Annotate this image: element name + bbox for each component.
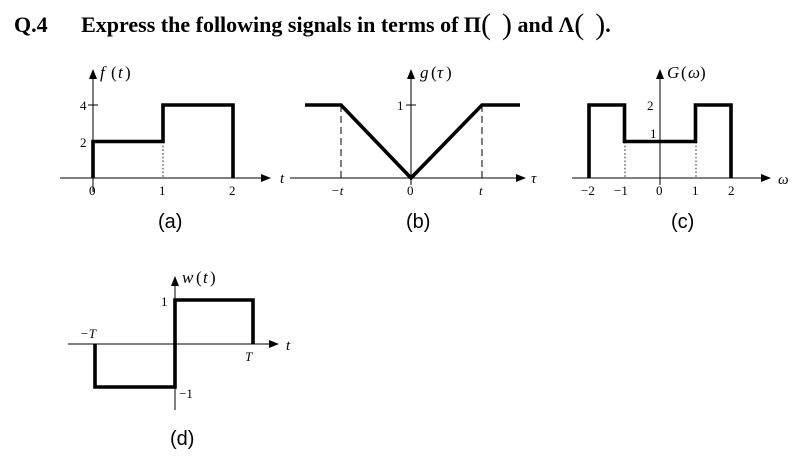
- plot-b-xtick-label-0: 0: [407, 183, 414, 198]
- plot-b-caption: (b): [406, 211, 431, 233]
- lambda-paren-open: (: [574, 8, 585, 41]
- plot-b-xlabel: τ: [531, 171, 537, 187]
- plot-a-xtick-label-1: 1: [159, 183, 166, 198]
- plot-b: [290, 63, 537, 233]
- plot-d-ylabel-close: ): [210, 268, 216, 287]
- plot-a-ytick-label-4: 4: [80, 98, 87, 113]
- conjunction: and: [517, 12, 554, 37]
- plot-c-ylabel-arg: ω: [688, 63, 701, 82]
- plot-a-ytick-label-2: 2: [80, 135, 87, 150]
- plot-c-xtick-label-neg1: −1: [614, 183, 628, 198]
- plot-d-ylabel-func: w: [182, 268, 194, 287]
- plot-d-ylabel-arg: t: [203, 268, 208, 287]
- plot-b-ylabel-open: (: [431, 63, 437, 82]
- plot-c-caption: (c): [671, 211, 695, 233]
- question-number: Q.4: [14, 12, 48, 37]
- pi-paren-open: (: [481, 8, 492, 41]
- plot-d-xtick-label-T: T: [245, 349, 253, 364]
- plot-c-ytick-label-2: 2: [647, 98, 654, 113]
- plot-a: [60, 63, 285, 233]
- plot-d-ylabel-open: (: [196, 268, 202, 287]
- plot-a-ylabel-close: ): [125, 63, 131, 82]
- lambda-symbol: Λ( ).: [558, 8, 611, 41]
- plot-c-ylabel-open: (: [681, 63, 687, 82]
- plot-d-xtick-label-neg-T: −T: [80, 326, 97, 341]
- lambda-paren-close: ): [595, 8, 606, 41]
- plot-b-signal: [305, 105, 520, 178]
- plot-a-xlabel: t: [280, 171, 285, 187]
- pi-letter: Π: [463, 12, 482, 37]
- plot-b-ylabel-func: g: [420, 63, 429, 82]
- plot-d-ytick-label-neg1: −1: [179, 386, 193, 401]
- plot-b-ylabel-arg: τ: [437, 63, 444, 82]
- lambda-letter: Λ: [558, 12, 575, 37]
- plot-c-xtick-label-2: 2: [728, 183, 735, 198]
- plot-d: [68, 268, 291, 450]
- plot-c-ytick-label-1: 1: [650, 126, 657, 141]
- plot-a-xtick-label-0: 0: [89, 183, 96, 198]
- plot-c-ylabel-close: ): [700, 63, 706, 82]
- plot-c-ylabel-func: G: [667, 63, 680, 82]
- plot-c: [572, 63, 789, 233]
- plot-d-xlabel: t: [286, 338, 291, 354]
- plot-b-ylabel-close: ): [446, 63, 452, 82]
- question-text: Express the following signals in terms of: [81, 12, 459, 37]
- plot-c-xlabel: ω: [778, 172, 789, 188]
- plot-b-xtick-label-neg-t: −t: [331, 183, 344, 198]
- plot-a-caption: (a): [158, 211, 183, 233]
- plot-a-ylabel-open: (: [111, 63, 117, 82]
- plot-c-xtick-label-1: 1: [692, 183, 699, 198]
- plot-b-xtick-label-t: t: [479, 183, 483, 198]
- plot-c-xtick-label-0: 0: [656, 183, 663, 198]
- plot-a-ylabel-arg: t: [118, 63, 123, 82]
- plot-b-ytick-label-1: 1: [397, 98, 404, 113]
- plot-c-xtick-label-neg2: −2: [581, 183, 595, 198]
- pi-paren-close: ): [502, 8, 513, 41]
- plot-d-ytick-label-1: 1: [161, 294, 168, 309]
- plot-a-xtick-label-2: 2: [229, 183, 236, 198]
- plot-a-signal: [93, 105, 233, 178]
- plot-d-caption: (d): [170, 428, 195, 450]
- plot-a-ylabel-func: f: [100, 63, 105, 82]
